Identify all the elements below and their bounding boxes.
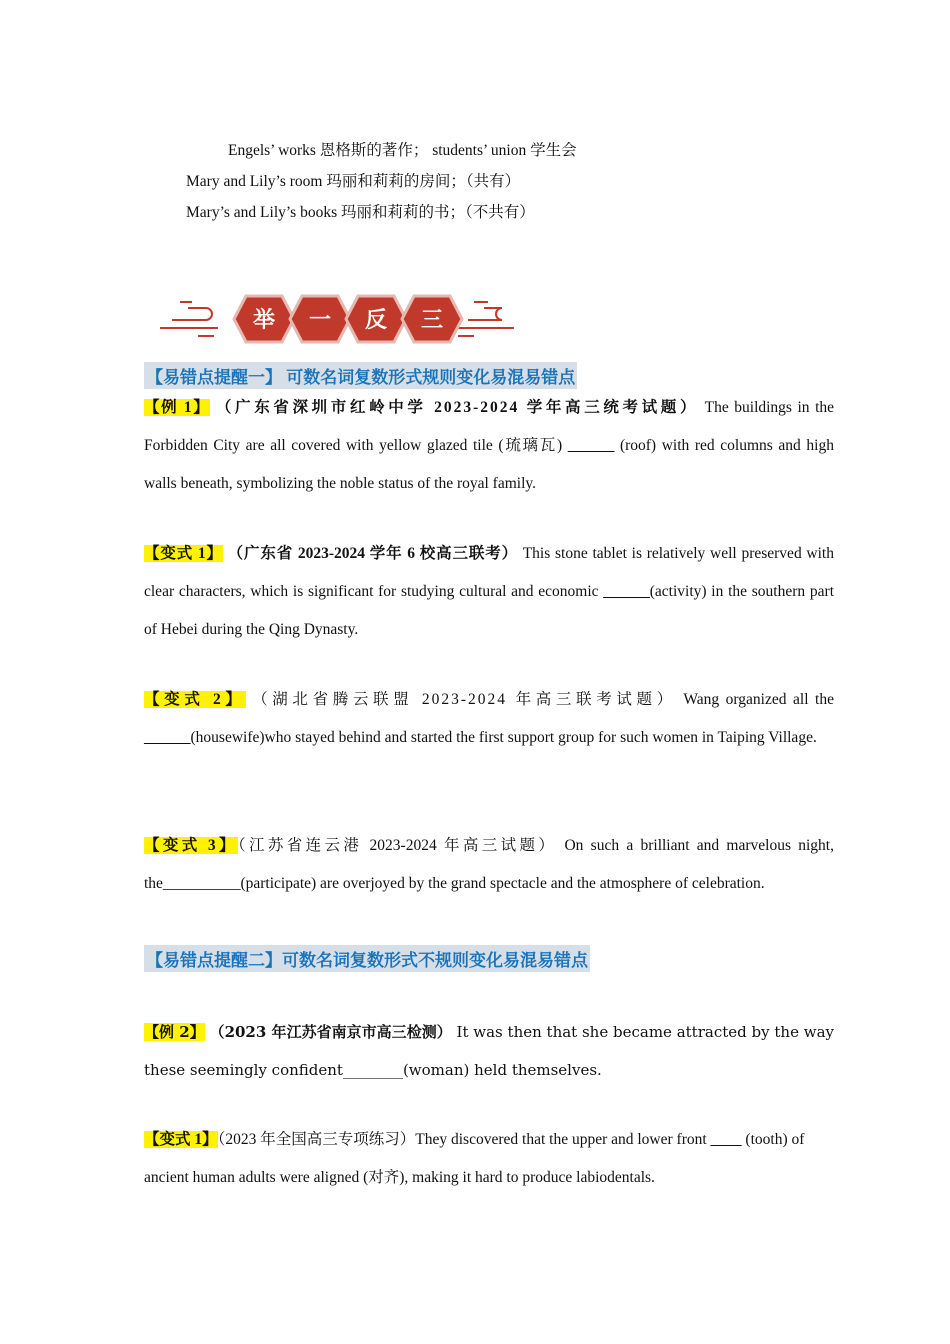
- variant-3-text-b: (participate) are overjoyed by the grand spectacle and the atmosphere of celebration.: [240, 875, 765, 892]
- section1-heading: 【易错点提醒一】 可数名词复数形式规则变化易混易错点: [144, 362, 577, 389]
- example-1-blank: ______: [567, 437, 615, 454]
- example-2-source: （2023 年江苏省南京市高三检测）: [209, 1023, 452, 1041]
- example-1-source: （广东省深圳市红岭中学 2023-2024 学年高三统考试题）: [215, 399, 700, 416]
- variant-3-source: （江苏省连云港 2023-2024 年高三试题）: [237, 837, 558, 854]
- variant-1-source: （广东省 2023-2024 学年 6 校高三联考）: [227, 545, 518, 562]
- banner-char-3: 反: [364, 308, 388, 333]
- s2-variant-1-blank: ____: [710, 1131, 742, 1148]
- example-1-tag: 【例 1】: [144, 399, 211, 416]
- variant-2-source: （湖北省腾云联盟 2023-2024 年高三联考试题）: [252, 691, 677, 708]
- variant-3-tag: 【变式 3】: [144, 837, 238, 854]
- s2-variant-1-text-b: (tooth) of ancient human adults were aligned (对齐), making it hard to produce labiodentals.: [144, 1131, 805, 1186]
- example-2-text: It was then that she became attracted by the way these seemingly confident________(woman) held themselves.: [144, 1023, 834, 1079]
- banner-left-swirl: [160, 302, 218, 336]
- variant-2-paragraph: [144, 681, 834, 757]
- banner-ju-yi-fan-san: [158, 288, 518, 350]
- banner-char-2: 一: [308, 308, 332, 333]
- intro-line-2: Mary and Lily’s room 玛丽和莉莉的房间；（共有）: [186, 173, 521, 190]
- variant-1-text-b: (activity) in the southern part of Hebei during the Qing Dynasty.: [144, 583, 834, 638]
- banner-right-swirl: [456, 302, 514, 336]
- variant-3-text-a: On such a brilliant and marvelous night, the: [144, 837, 834, 892]
- example-1-paragraph: [144, 389, 834, 503]
- variant-2-tag: 【变式 2】: [144, 691, 246, 708]
- variant-1-tag: 【变式 1】: [144, 545, 223, 562]
- variant-2-text-b: (housewife)who stayed behind and started the first support group for such women in Taiping Village.: [190, 729, 817, 746]
- example-2-tag: 【例 2】: [144, 1023, 205, 1041]
- intro-line-3: Mary’s and Lily’s books 玛丽和莉莉的书；（不共有）: [186, 204, 535, 221]
- intro-line-1: Engels’ works 恩格斯的著作； students’ union 学生会: [228, 142, 577, 159]
- example-2-paragraph: [144, 1013, 834, 1089]
- variant-2-blank: ______: [144, 729, 191, 746]
- example-1-text-b: (roof) with red columns and high walls beneath, symbolizing the noble status of the royal family.: [144, 437, 834, 492]
- s2-variant-1-source: （2023 年全国高三专项练习）: [217, 1131, 416, 1148]
- variant-3-paragraph: [144, 827, 834, 903]
- banner-char-1: 举: [252, 308, 276, 333]
- variant-2-text-a: Wang organized all the: [676, 691, 834, 708]
- example-1-text-a: The buildings in the Forbidden City are all covered with yellow glazed tile (琉璃瓦): [144, 399, 835, 454]
- variant-1-text-a: This stone tablet is relatively well preserved with clear characters, which is significant for studying cultural and economic: [144, 545, 834, 600]
- section2-heading: 【易错点提醒二】可数名词复数形式不规则变化易混易错点: [144, 945, 590, 972]
- variant-3-blank: __________: [162, 875, 241, 892]
- variant-1-blank: ______: [603, 583, 650, 600]
- s2-variant-1-text-a: They discovered that the upper and lower front: [415, 1131, 711, 1148]
- s2-variant-1-paragraph: [144, 1121, 834, 1197]
- s2-variant-1-tag: 【变式 1】: [144, 1131, 218, 1148]
- banner-char-4: 三: [420, 308, 444, 333]
- variant-1-paragraph: [144, 535, 834, 649]
